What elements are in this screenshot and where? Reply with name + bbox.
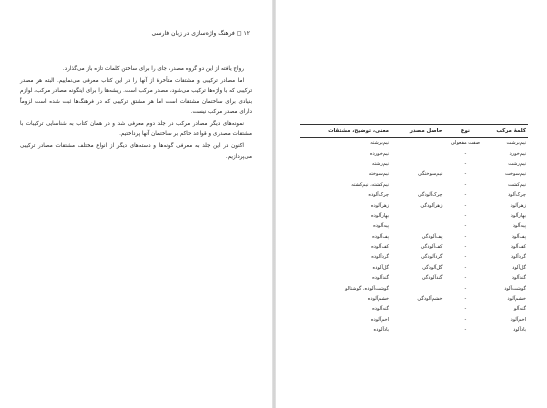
table-row (300, 148, 528, 158)
cell-word: باد‌آلود (513, 327, 526, 334)
cell-noun (391, 180, 444, 190)
cell-noun (391, 211, 444, 221)
cell-type: - (464, 296, 467, 303)
cell-word: نیم‌رشت (508, 160, 526, 167)
cell-word: بهارآلود (510, 212, 526, 219)
cell-noun (391, 315, 444, 325)
cell-type: - (464, 285, 467, 292)
cell-meaning: پیه‌آلوده (373, 223, 390, 230)
cell-noun: گردآلودگی (420, 254, 443, 261)
cell-meaning: نیم‌کشته، نیم‌کشته (351, 181, 390, 188)
table-row (300, 190, 528, 200)
cell-word: خشم‌آلود (507, 296, 526, 303)
table-row (300, 315, 528, 325)
paragraph: اما مصادر ترکیبی و مشتقات متأخرهٔ از آنها را در این کتاب معرفی می‌نماییم. البته هر مصدر ترکیبی که با واژه‌ها ترکیب می‌شود، مصدر مرکب است. ریشه‌ها را برای اینگونه مصادر مرکب، لوازم بنیادی برای ساختمان مشتقات است اما هر مشتق ترکیبی که در فرهنگ‌ها ثبت شده است لزوماً دارای مصدر مرکب نیست. (20, 78, 252, 115)
cell-word: پیه‌آلود (512, 223, 526, 230)
column-header-noun: حاصل مصدر (391, 125, 444, 138)
body-text (20, 64, 252, 164)
cell-type: - (464, 181, 467, 188)
cell-type: - (464, 171, 467, 178)
cell-word: پف‌آلود (511, 233, 526, 240)
cell-noun: کف‌آلودگی (420, 244, 443, 251)
table-body (300, 138, 528, 336)
left-page (0, 0, 272, 408)
cell-word: اخم‌آلود (510, 316, 526, 323)
cell-type: - (464, 254, 467, 261)
cell-type: - (464, 275, 467, 282)
cell-meaning: چرک‌آلوده (368, 192, 390, 199)
cell-meaning: نیم‌رشته (371, 160, 390, 167)
column-header-meaning: معنی، توضیح، مشتقات (300, 125, 391, 138)
table-row (300, 252, 528, 262)
cell-type: - (464, 244, 467, 251)
cell-meaning: گردآلوده (371, 254, 390, 261)
paragraph: رواج یافته از این دو گروه مصدر، جای را برای ساختن کلمات تازه باز می‌گذارد. (62, 66, 244, 72)
cell-noun: گل‌آلودگی (422, 264, 443, 271)
cell-noun (391, 283, 444, 293)
table-row (300, 283, 528, 293)
cell-type: - (464, 264, 467, 271)
cell-word: نیم‌خورد (509, 150, 526, 157)
table-row (300, 138, 528, 149)
cell-noun: زهرآلودگی (420, 202, 443, 209)
cell-meaning: نیم‌برشته (370, 140, 390, 147)
cell-word: نیم‌برشت (506, 140, 526, 147)
cell-type: - (464, 160, 467, 167)
table-row (300, 169, 528, 179)
cell-word: نیم‌کشت (508, 181, 526, 188)
cell-word: گوشت‌آلود (504, 285, 526, 292)
cell-noun (391, 325, 444, 335)
table-row (300, 180, 528, 190)
cell-type: - (464, 223, 467, 230)
table-row (300, 263, 528, 273)
cell-type: - (464, 316, 467, 323)
cell-noun (391, 148, 444, 158)
cell-word: گنه‌آلو (513, 306, 526, 313)
cell-type: - (464, 327, 467, 334)
cell-meaning: کف‌آلوده (371, 244, 390, 251)
cell-meaning: بهارآلوده (371, 212, 390, 219)
cell-noun (391, 159, 444, 169)
cell-noun: چرک‌آلودگی (417, 192, 443, 199)
cell-noun: پف‌آلودگی (421, 233, 443, 240)
cell-type: - (464, 212, 467, 219)
cell-meaning: بادآلوده (373, 327, 390, 334)
cell-noun: نیم‌سوختگی (417, 171, 443, 178)
table-row (300, 200, 528, 210)
cell-meaning: گندآلوده (372, 275, 390, 282)
table-row (300, 325, 528, 335)
table-row (300, 211, 528, 221)
cell-word: زهرآلود (510, 202, 526, 209)
cell-meaning: نیم‌خورده (369, 150, 390, 157)
cell-meaning: اخم‌آلوده (370, 316, 390, 323)
cell-type: - (464, 202, 467, 209)
cell-meaning: خشم‌آلوده (367, 296, 390, 303)
paragraph: اکنون در این جلد به معرفی گونه‌ها و دسته‌های دیگر از انواع مختلف مشتقات مصادر ترکیبی می‌پردازیم. (20, 143, 252, 160)
cell-noun: خشم‌آلودگی (417, 296, 443, 303)
cell-meaning: زهرآلوده (370, 202, 390, 209)
column-header-word: کلمهٔ مرکب (486, 125, 528, 138)
cell-type: - (464, 192, 467, 199)
cell-word: گندآلود (511, 275, 526, 282)
cell-meaning: گل‌آلوده (372, 264, 390, 271)
cell-word: نیم‌سوخت (504, 171, 526, 178)
cell-noun (391, 138, 444, 149)
table-row (300, 304, 528, 314)
cell-type: - (464, 306, 467, 313)
cell-noun: گندآلودگی (421, 275, 443, 282)
cell-type: - (464, 150, 467, 157)
table-row (300, 159, 528, 169)
cell-meaning: نیم‌سوخته (368, 171, 390, 178)
table-header-row (300, 125, 528, 138)
paragraph: نمونه‌های دیگر مصادر مرکب در جلد دوم معرفی شد و در همان کتاب به شناسایی ترکیبات با مشتقات مصدری و قواعد حاکم بر ساختمان آنها پرداختیم. (20, 121, 252, 138)
right-page (276, 0, 547, 408)
cell-type: صفت مفعولی (450, 140, 480, 147)
cell-meaning: گوشت‌آلوده، گوشتالو (345, 285, 390, 292)
cell-word: چرک‌آلود (507, 192, 526, 199)
cell-word: گل‌آلود (512, 264, 526, 271)
cell-meaning: پف‌آلوده (372, 233, 390, 240)
running-header: ۱۲ ◻ فرهنگ واژه‌سازی در زبان فارسی (151, 30, 250, 37)
table-row (300, 294, 528, 304)
column-header-type: نوع (445, 125, 487, 138)
table-row (300, 273, 528, 283)
cell-meaning: گنه‌آلوده (372, 306, 390, 313)
cell-type: - (464, 233, 467, 240)
cell-noun (391, 221, 444, 231)
table-row (300, 221, 528, 231)
table-row (300, 232, 528, 242)
cell-noun (391, 304, 444, 314)
cell-word: گردآلود (510, 254, 526, 261)
lexicon-table (300, 124, 528, 335)
cell-word: کف‌آلود (510, 244, 526, 251)
table-row (300, 242, 528, 252)
